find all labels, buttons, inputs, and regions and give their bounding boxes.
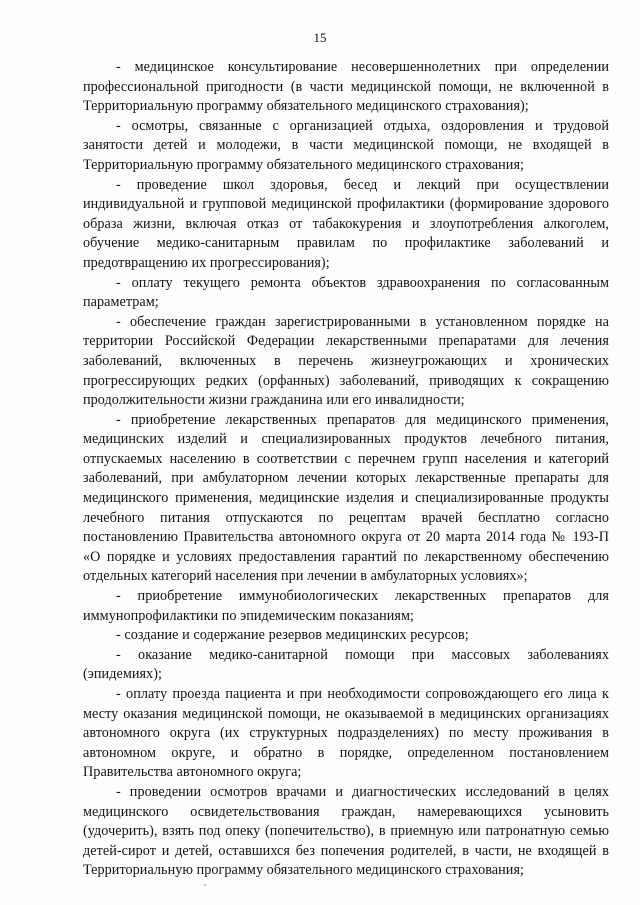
list-item: - проведении осмотров врачами и диагностических исследований в целях медицинского освидетельствования граждан, намеревающихся усыновить (удочерить), взять под опеку (попечительство), в приемную или патронатную семью детей-сирот и детей, оставшихся без попечения родителей, в части, не входящей в Территориальную программу обязательного медицинского страхования; (83, 783, 609, 879)
list-item: - приобретение иммунобиологических лекарственных препаратов для иммунопрофилактики по эпидемическим показаниям; (83, 588, 609, 624)
list-item: - приобретение лекарственных препаратов для медицинского применения, медицинских изделий и специализированных продуктов лечебного питания, отпускаемых населению в соответствии с перечнем групп населения и категорий заболеваний, при амбулаторном лечении которых лекарственные препараты для медицинского применения, медицинские изделия и специализированные продукты лечебного питания отпускаются по рецептам врачей бесплатно согласно постановлению Правительства автономного округа от 20 марта 2014 года № 193-П «О порядке и условиях предоставления гарантий по лекарственному обеспечению отдельных категорий населения при лечении в амбулаторных условиях»; (83, 411, 609, 585)
list-item: - создание и содержание резервов медицинских ресурсов; (116, 627, 469, 644)
list-item: - осмотры, связанные с организацией отдыха, оздоровления и трудовой занятости детей и молодежи, в части медицинской помощи, не входящей в Территориальную программу обязательного медицинского страхования; (83, 117, 609, 173)
list-item: - оплату текущего ремонта объектов здравоохранения по согласованным параметрам; (83, 274, 609, 311)
scan-artifact (204, 884, 206, 886)
page-number: 15 (313, 30, 327, 45)
list-item: - медицинское консультирование несовершеннолетних при определении профессиональной пригодности (в части медицинской помощи, не включенной в Территориальную программу обязательного медицинского страхования); (83, 59, 609, 115)
list-item: - оказание медико-санитарной помощи при массовых заболеваниях (эпидемиях); (83, 646, 609, 683)
list-item: - проведение школ здоровья, бесед и лекций при осуществлении индивидуальной и групповой медицинской профилактики (формирование здорового образа жизни, включая отказ от табакокурения и злоупотребления алкоголем, обучение медико-санитарным правилам по профилактике заболеваний и предотвращению их прогрессирования); (83, 176, 609, 271)
list-item: - обеспечение граждан зарегистрированными в установленном порядке на территории Российской Федерации лекарственными препаратами для лечения заболеваний, включенных в перечень жизнеугрожающих и хронических прогрессирующих редких (орфанных) заболеваний, приводящих к сокращению продолжительности жизни гражданина или его инвалидности; (83, 313, 609, 409)
list-item: - оплату проезда пациента и при необходимости сопровождающего его лица к месту оказания медицинской помощи, не оказываемой в медицинских организациях автономного округа (их структурных подразделениях) по месту проживания в автономном округе, и обратно в порядке, определенном постановлением Правительства автономного округа; (83, 686, 609, 781)
body-text (83, 58, 609, 881)
